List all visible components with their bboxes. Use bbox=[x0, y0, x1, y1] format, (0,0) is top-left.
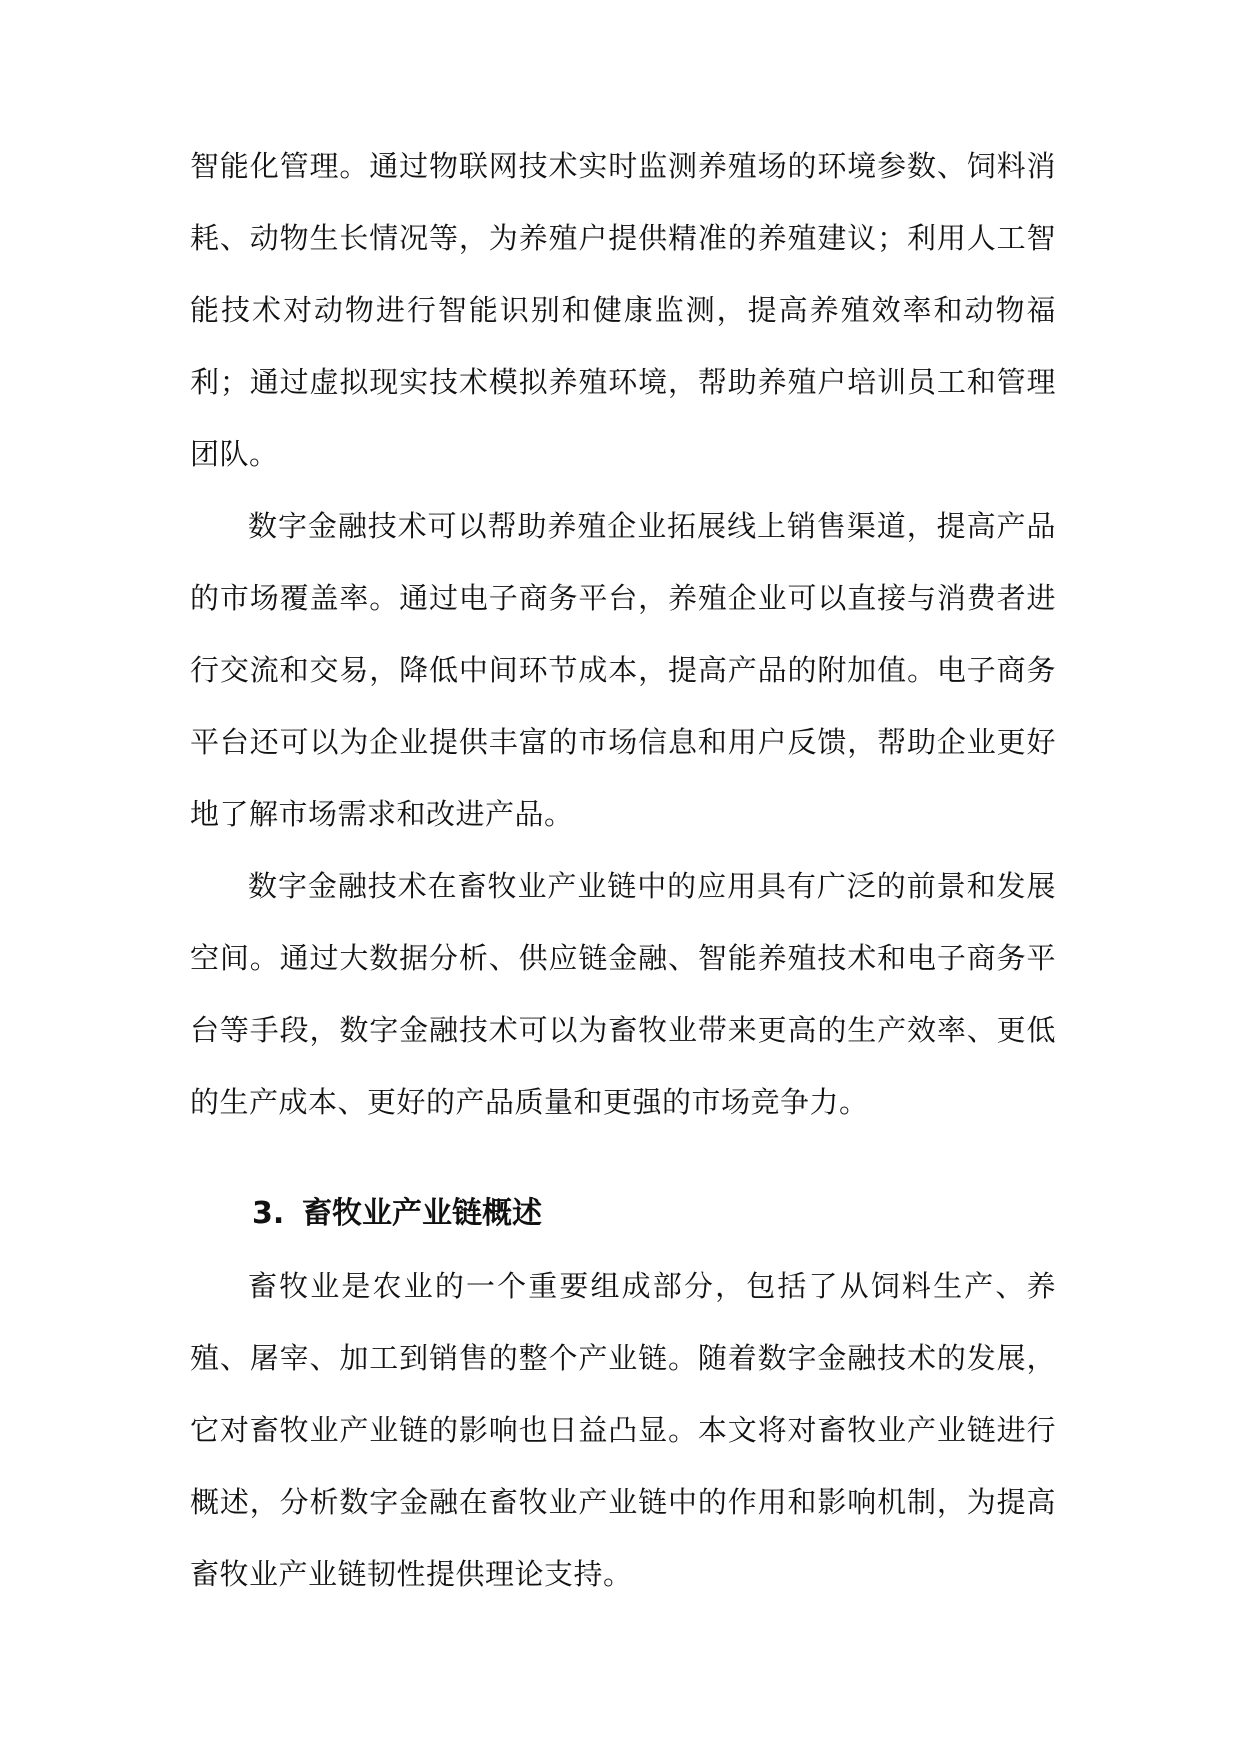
paragraph-online-sales: 数字金融技术可以帮助养殖企业拓展线上销售渠道，提高产品的市场覆盖率。通过电子商务平台，养殖企业可以直接与消费者进行交流和交易，降低中间环节成本，提高产品的附加值。电子商务平台还可以为企业提供丰富的市场信息和用户反馈，帮助企业更好地了解市场需求和改进产品。 bbox=[190, 509, 1056, 831]
section-number: 3. bbox=[252, 1196, 285, 1231]
paragraph-prospects: 数字金融技术在畜牧业产业链中的应用具有广泛的前景和发展空间。通过大数据分析、供应链金融、智能养殖技术和电子商务平台等手段，数字金融技术可以为畜牧业带来更高的生产效率、更低的生产成本、更好的产品质量和更强的市场竞争力。 bbox=[190, 869, 1056, 1119]
section-title: 畜牧业产业链概述 bbox=[302, 1196, 542, 1231]
section-heading bbox=[190, 1178, 1056, 1250]
paragraph-continued: 智能化管理。通过物联网技术实时监测养殖场的环境参数、饲料消耗、动物生长情况等，为养殖户提供精准的养殖建议；利用人工智能技术对动物进行智能识别和健康监测，提高养殖效率和动物福利；通过虚拟现实技术模拟养殖环境，帮助养殖户培训员工和管理团队。 bbox=[190, 149, 1056, 471]
paragraph-section-intro: 畜牧业是农业的一个重要组成部分，包括了从饲料生产、养殖、屠宰、加工到销售的整个产业链。随着数字金融技术的发展，它对畜牧业产业链的影响也日益凸显。本文将对畜牧业产业链进行概述，分析数字金融在畜牧业产业链中的作用和影响机制，为提高畜牧业产业链韧性提供理论支持。 bbox=[190, 1269, 1056, 1591]
document-body bbox=[190, 130, 1056, 1610]
